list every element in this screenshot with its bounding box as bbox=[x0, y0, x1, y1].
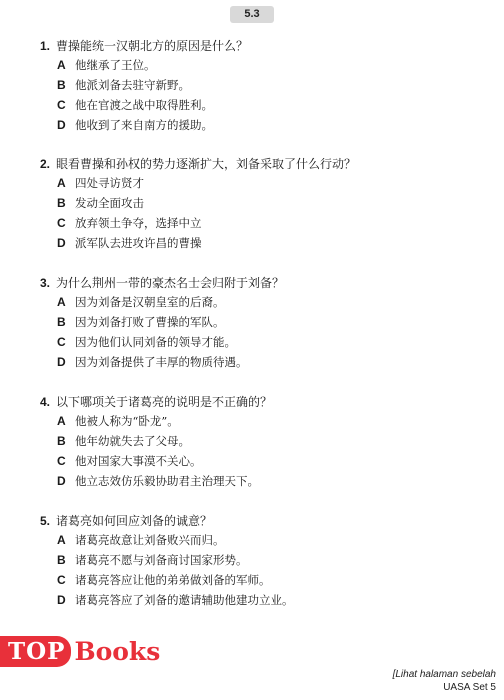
option-b[interactable] bbox=[57, 433, 190, 449]
question-text: 曹操能统一汉朝北方的原因是什么？ bbox=[56, 39, 249, 53]
question-number: 3. bbox=[40, 276, 51, 290]
option-letter: D bbox=[57, 236, 66, 250]
option-letter: B bbox=[57, 434, 66, 448]
topbooks-logo bbox=[0, 630, 160, 672]
option-c[interactable] bbox=[57, 453, 202, 469]
option-text: 派军队去进攻许昌的曹操 bbox=[75, 236, 202, 250]
option-c[interactable] bbox=[57, 215, 202, 231]
option-letter: D bbox=[57, 118, 66, 132]
option-letter: A bbox=[57, 58, 66, 72]
question-number: 5. bbox=[40, 514, 51, 528]
option-c[interactable] bbox=[57, 334, 236, 350]
question-text: 以下哪项关于诸葛亮的说明是不正确的？ bbox=[56, 395, 273, 409]
option-text: 他立志效仿乐毅协助君主治理天下。 bbox=[75, 474, 259, 488]
question-stem bbox=[40, 393, 272, 410]
option-letter: C bbox=[57, 216, 66, 230]
option-letter: C bbox=[57, 454, 66, 468]
option-d[interactable] bbox=[57, 473, 259, 489]
question-stem bbox=[40, 274, 284, 291]
option-text: 因为他们认同刘备的领导才能。 bbox=[75, 335, 236, 349]
question-number: 1. bbox=[40, 39, 51, 53]
question-stem bbox=[40, 155, 356, 172]
option-letter: B bbox=[57, 196, 66, 210]
option-letter: B bbox=[57, 78, 66, 92]
option-a[interactable] bbox=[57, 532, 225, 548]
option-text: 因为刘备是汉朝皇室的后裔。 bbox=[75, 295, 225, 309]
option-b[interactable] bbox=[57, 195, 144, 211]
question-number: 2. bbox=[40, 157, 51, 171]
next-page-note: [Lihat halaman sebelah bbox=[392, 669, 496, 680]
option-a[interactable] bbox=[57, 413, 179, 429]
option-d[interactable] bbox=[57, 235, 202, 251]
option-a[interactable] bbox=[57, 294, 225, 310]
option-d[interactable] bbox=[57, 592, 294, 608]
option-text: 他收到了来自南方的援助。 bbox=[75, 118, 213, 132]
option-letter: B bbox=[57, 553, 66, 567]
option-text: 他继承了王位。 bbox=[75, 58, 156, 72]
option-text: 因为刘备打败了曹操的军队。 bbox=[75, 315, 225, 329]
logo-top-text: TOP bbox=[0, 636, 71, 667]
question-stem bbox=[40, 512, 212, 529]
option-text: 他派刘备去驻守新野。 bbox=[75, 78, 190, 92]
question-number: 4. bbox=[40, 395, 51, 409]
option-d[interactable] bbox=[57, 354, 248, 370]
page-number-badge: 5.3 bbox=[230, 6, 274, 23]
option-a[interactable] bbox=[57, 175, 144, 191]
option-letter: D bbox=[57, 593, 66, 607]
option-letter: B bbox=[57, 315, 66, 329]
option-d[interactable] bbox=[57, 117, 213, 133]
option-letter: D bbox=[57, 474, 66, 488]
option-c[interactable] bbox=[57, 97, 213, 113]
option-b[interactable] bbox=[57, 77, 190, 93]
option-a[interactable] bbox=[57, 57, 156, 73]
option-c[interactable] bbox=[57, 572, 271, 588]
option-text: 诸葛亮答应了刘备的邀请辅助他建功立业。 bbox=[75, 593, 294, 607]
option-text: 诸葛亮答应让他的弟弟做刘备的军师。 bbox=[75, 573, 271, 587]
logo-books-text: Books bbox=[74, 636, 161, 666]
set-label: UASA Set 5 bbox=[443, 682, 496, 693]
option-b[interactable] bbox=[57, 552, 248, 568]
option-text: 诸葛亮不愿与刘备商讨国家形势。 bbox=[75, 553, 248, 567]
option-letter: A bbox=[57, 533, 66, 547]
option-letter: D bbox=[57, 355, 66, 369]
question-stem bbox=[40, 37, 248, 54]
option-letter: A bbox=[57, 176, 66, 190]
option-letter: A bbox=[57, 414, 66, 428]
question-text: 诸葛亮如何回应刘备的诚意？ bbox=[56, 514, 213, 528]
option-letter: C bbox=[57, 573, 66, 587]
option-letter: A bbox=[57, 295, 66, 309]
option-b[interactable] bbox=[57, 314, 225, 330]
option-text: 他被人称为“卧龙”。 bbox=[75, 414, 179, 428]
option-text: 放弃领土争夺，选择中立 bbox=[75, 216, 202, 230]
option-text: 四处寻访贤才 bbox=[75, 176, 144, 190]
option-text: 他年幼就失去了父母。 bbox=[75, 434, 190, 448]
option-text: 诸葛亮故意让刘备败兴而归。 bbox=[75, 533, 225, 547]
option-letter: C bbox=[57, 335, 66, 349]
question-text: 为什么荆州一带的豪杰名士会归附于刘备？ bbox=[56, 276, 285, 290]
option-letter: C bbox=[57, 98, 66, 112]
option-text: 他在官渡之战中取得胜利。 bbox=[75, 98, 213, 112]
option-text: 他对国家大事漠不关心。 bbox=[75, 454, 202, 468]
option-text: 因为刘备提供了丰厚的物质待遇。 bbox=[75, 355, 248, 369]
option-text: 发动全面攻击 bbox=[75, 196, 144, 210]
question-text: 眼看曹操和孙权的势力逐渐扩大，刘备采取了什么行动？ bbox=[56, 157, 357, 171]
